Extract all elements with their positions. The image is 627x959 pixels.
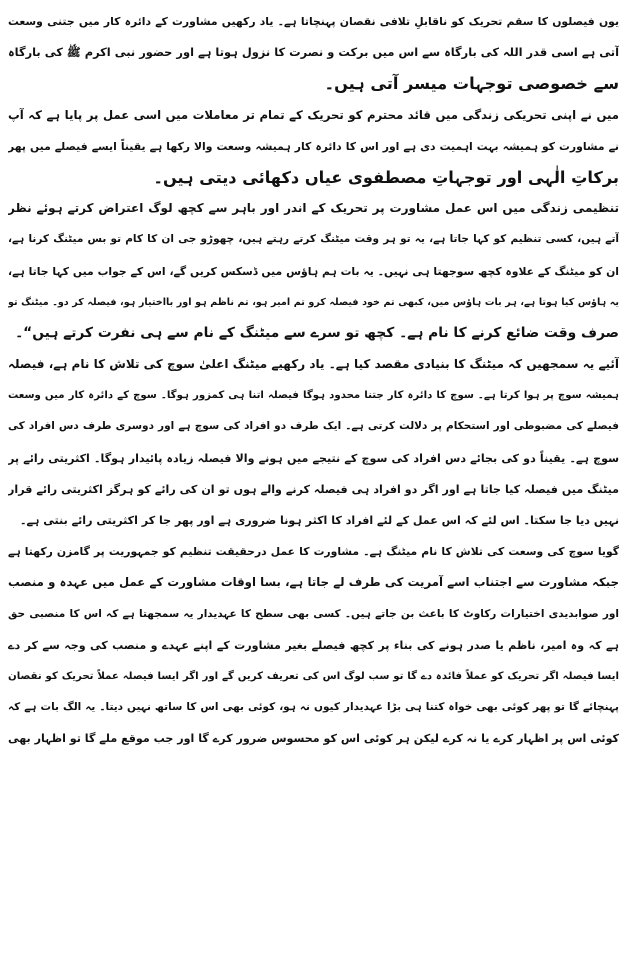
text-line: میں نے اپنی تحریکی زندگی میں قائد محترم کو تحریک کے تمام تر معاملات میں اسی عمل پر پایا ہے کہ آپ: [8, 107, 619, 122]
text-line: آئیے یہ سمجھیں کہ میٹنگ کا بنیادی مقصد کیا ہے۔ یاد رکھیے میٹنگ اعلیٰ سوچ کی تلاش کا نام ہے، فیصلہ: [8, 357, 619, 372]
text-line: ان کو میٹنگ کے علاوہ کچھ سوجھتا ہی نہیں۔ یہ بات ہم ہاؤس میں ڈسکس کریں گے، اس کے جواب میں کہا جاتا ہے،: [8, 264, 619, 278]
text-line: نہیں دیا جا سکتا۔ اس لئے کہ اس عمل کے لئے افراد کا اکثر ہونا ضروری ہے اور پھر جا کر اکثریتی رائے بنتی ہے۔: [19, 514, 619, 527]
text-line: نے مشاورت کو ہمیشہ بہت اہمیت دی ہے اور اس کا دائرہ کار ہمیشہ وسعت والا رکھا ہے یقیناً ایسے فیصلے میں پھر: [8, 139, 619, 153]
text-line: جبکہ مشاورت سے اجتناب اسے آمریت کی طرف لے جاتا ہے، بسا اوقات مشاورت کے عمل میں عہدہ و منصب: [8, 575, 619, 590]
text-line: آتی ہے اسی قدر اللہ کی بارگاہ سے اس میں برکت و نصرت کا نزول ہوتا ہے اور حضور نبی اکرم ﷺ کی بارگاہ: [8, 45, 619, 60]
text-line: تنظیمی زندگی میں اس عمل مشاورت پر تحریک کے اندر اور باہر سے کچھ لوگ اعتراض کرتے ہوئے نظر: [8, 201, 619, 216]
text-line: سوچ ہے۔ یقیناً دو کی بجائے دس افراد کی سوچ کے نتیجے میں ہونے والا فیصلہ زیادہ پائیدار ہوگا۔ اکثریتی رائے پر: [8, 451, 619, 465]
paragraph: [8, 100, 619, 194]
text-line: ہے کہ وہ امیر، ناظم یا صدر ہونے کی بناء پر کچھ فیصلے بغیر مشاورت کے اپنے عہدے و منصب کی وجہ سے کر دے: [8, 638, 619, 652]
text-line: میٹنگ میں فیصلہ کیا جاتا ہے اور اگر دو افراد ہی فیصلہ کرنے والے ہوں تو ان کی رائے کو ہرگز اکثریتی رائے قرار: [8, 482, 619, 496]
paragraph: [8, 193, 619, 349]
text-line: پہنچائے گا تو پھر کوئی بھی خواہ کتنا ہی بڑا عہدیدار کیوں نہ ہو، کوئی بھی اس کا ساتھ نہیں دیتا۔ یہ الگ بات ہے کہ: [8, 701, 619, 714]
text-line: برکاتِ الٰہی اور توجہاتِ مصطفوی عیاں دکھائی دیتی ہیں۔: [153, 167, 619, 187]
paragraph: [8, 349, 619, 536]
text-line: صرف وقت ضائع کرنے کا نام ہے۔ کچھ تو سرے سے میٹنگ کے نام سے ہی نفرت کرتے ہیں“۔: [15, 324, 619, 341]
text-line: کوئی اس پر اظہار کرے یا نہ کرے لیکن ہر کوئی اس کو محسوس ضرور کرے گا اور جب موقع ملے گا تو اظہار بھی: [8, 732, 619, 746]
text-line: اور صوابدیدی اختیارات رکاوٹ کا باعث بن جاتے ہیں۔ کسی بھی سطح کا عہدیدار یہ سمجھتا ہے کہ اس کا منصبی حق: [8, 607, 619, 620]
paragraph: [8, 536, 619, 754]
text-line: یوں فیصلوں کا سقم تحریک کو ناقابلِ تلافی نقصان پہنچاتا ہے۔ یاد رکھیں مشاورت کے دائرہ کار میں جتنی وسعت: [8, 15, 619, 28]
text-line: ایسا فیصلہ اگر تحریک کو عملاً فائدہ دے گا تو سب لوگ اس کی تعریف کریں گے اور اگر ایسا فیصلہ عملاً تحریک کو نقصان: [8, 670, 619, 682]
text-line: گویا سوچ کی وسعت کی تلاش کا نام میٹنگ ہے۔ مشاورت کا عمل درحقیقت تنظیم کو جمہوریت پر گامزن رکھتا ہے: [8, 545, 619, 559]
text-line: سے خصوصی توجہات میسر آتی ہیں۔: [324, 74, 619, 94]
text-line: ہمیشہ سوچ پر ہوا کرتا ہے۔ سوچ کا دائرہ کار جتنا محدود ہوگا فیصلہ اتنا ہی کمزور ہوگا۔ سوچ کے دائرہ کار میں وسعت: [8, 390, 619, 402]
text-line: آتے ہیں، کسی تنظیم کو کہا جاتا ہے، یہ تو ہر وقت میٹنگ کرتے رہتے ہیں، چھوڑو جی ان کا کام تو بس میٹنگ کرنا ہے،: [8, 233, 619, 246]
text-line: فیصلے کی مضبوطی اور استحکام پر دلالت کرتی ہے۔ ایک طرف دو افراد کی سوچ ہے اور دوسری طرف دس افراد کی: [8, 420, 619, 433]
paragraph: [8, 6, 619, 100]
text-line: یہ ہاؤس کیا ہوتا ہے، ہر بات ہاؤس میں، کبھی تم خود فیصلہ کرو تم امیر ہو، تم ناظم ہو اور بااختیار ہو، فیصلہ کر دو۔ میٹنگ تو: [8, 296, 619, 308]
